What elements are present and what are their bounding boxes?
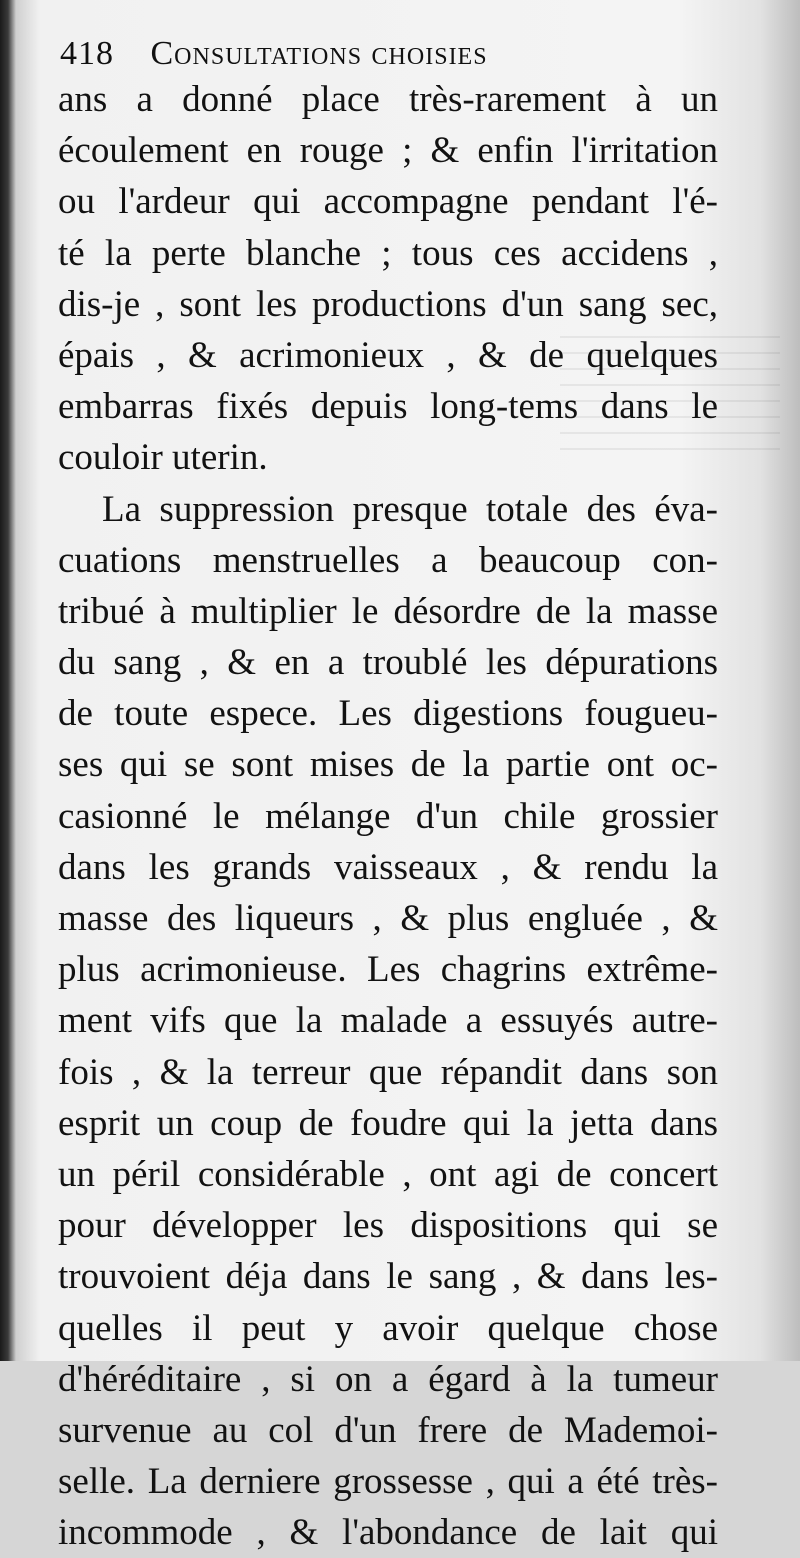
text-line: d'héréditaire , si on a égard à la tumeur	[58, 1358, 718, 1400]
text-line: un péril considérable , ont agi de concert	[58, 1153, 718, 1195]
text-line: tribué à multiplier le désordre de la masse	[58, 590, 718, 632]
text-line: survenue au col d'un frere de Mademoi-	[58, 1409, 718, 1451]
text-line: ou l'ardeur qui accompagne pendant l'é-	[58, 181, 718, 223]
text-line: casionné le mélange d'un chile grossier	[58, 795, 718, 837]
text-line: selle. La derniere grossesse , qui a été très-	[58, 1461, 718, 1503]
text-line: pour développer les dispositions qui se	[58, 1205, 718, 1247]
text-line: té la perte blanche ; tous ces accidens ,	[58, 232, 718, 274]
text-line: masse des liqueurs , & plus engluée , &	[58, 898, 718, 939]
text-line: cuations menstruelles a beaucoup con-	[58, 539, 718, 581]
text-line: dis-je , sont les productions d'un sang sec,	[58, 283, 718, 325]
text-line: couloir uterin.	[58, 437, 268, 479]
page-number: 418	[60, 35, 114, 72]
text-line: ses qui se sont mises de la partie ont oc-	[58, 744, 718, 786]
paragraph-start-line: La suppression presque totale des éva-	[102, 488, 718, 530]
text-line: embarras fixés depuis long-tems dans le	[58, 386, 718, 428]
text-line: quelles il peut y avoir quelque chose	[58, 1307, 718, 1349]
text-line: écoulement en rouge ; & enfin l'irritation	[58, 130, 718, 172]
text-line: incommode , & l'abondance de lait qui	[58, 1512, 718, 1554]
text-line: dans les grands vaisseaux , & rendu la	[58, 846, 718, 888]
text-line: plus acrimonieuse. Les chagrins extrême-	[58, 949, 718, 991]
text-line: épais , & acrimonieux , & de quelques	[58, 334, 718, 376]
text-line: fois , & la terreur que répandit dans son	[58, 1051, 718, 1093]
text-line: de toute espece. Les digestions fougueu-	[58, 693, 718, 735]
text-line: ment vifs que la malade a essuyés autre-	[58, 1000, 718, 1042]
text-line: ans a donné place très-rarement à un	[58, 79, 718, 120]
running-title: Consultations choisies	[150, 35, 488, 72]
text-line: esprit un coup de foudre qui la jetta dans	[58, 1102, 718, 1144]
body-text	[58, 74, 718, 1558]
text-line: trouvoient déja dans le sang , & dans les-	[58, 1256, 718, 1298]
text-line: du sang , & en a troublé les dépurations	[58, 642, 718, 684]
